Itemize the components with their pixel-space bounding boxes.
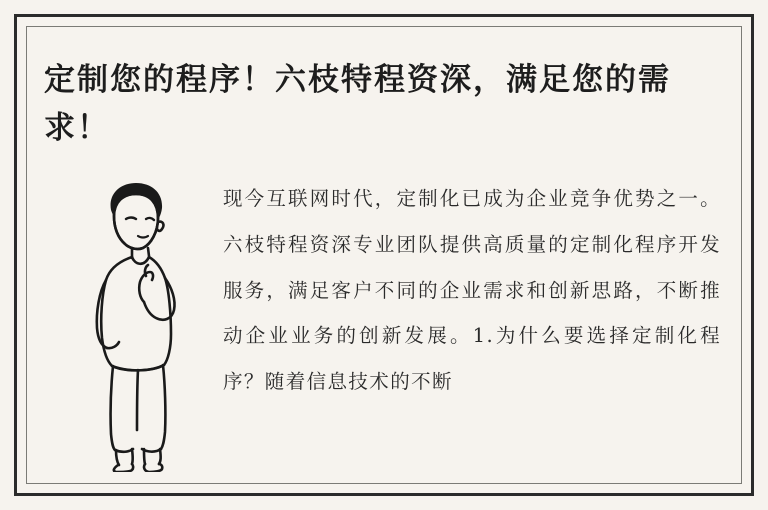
- page-title: 定制您的程序！六枝特程资深，满足您的需求！: [44, 62, 671, 147]
- article-body: 现今互联网时代，定制化已成为企业竞争优势之一。六枝特程资深专业团队提供高质量的定制化程序开发服务，满足客户不同的企业需求和创新思路，不断推动企业业务的创新发展。1.为什么要选择定制化程序？随着信息技术的不断: [223, 187, 721, 394]
- thinking-person-illustration: [66, 172, 206, 472]
